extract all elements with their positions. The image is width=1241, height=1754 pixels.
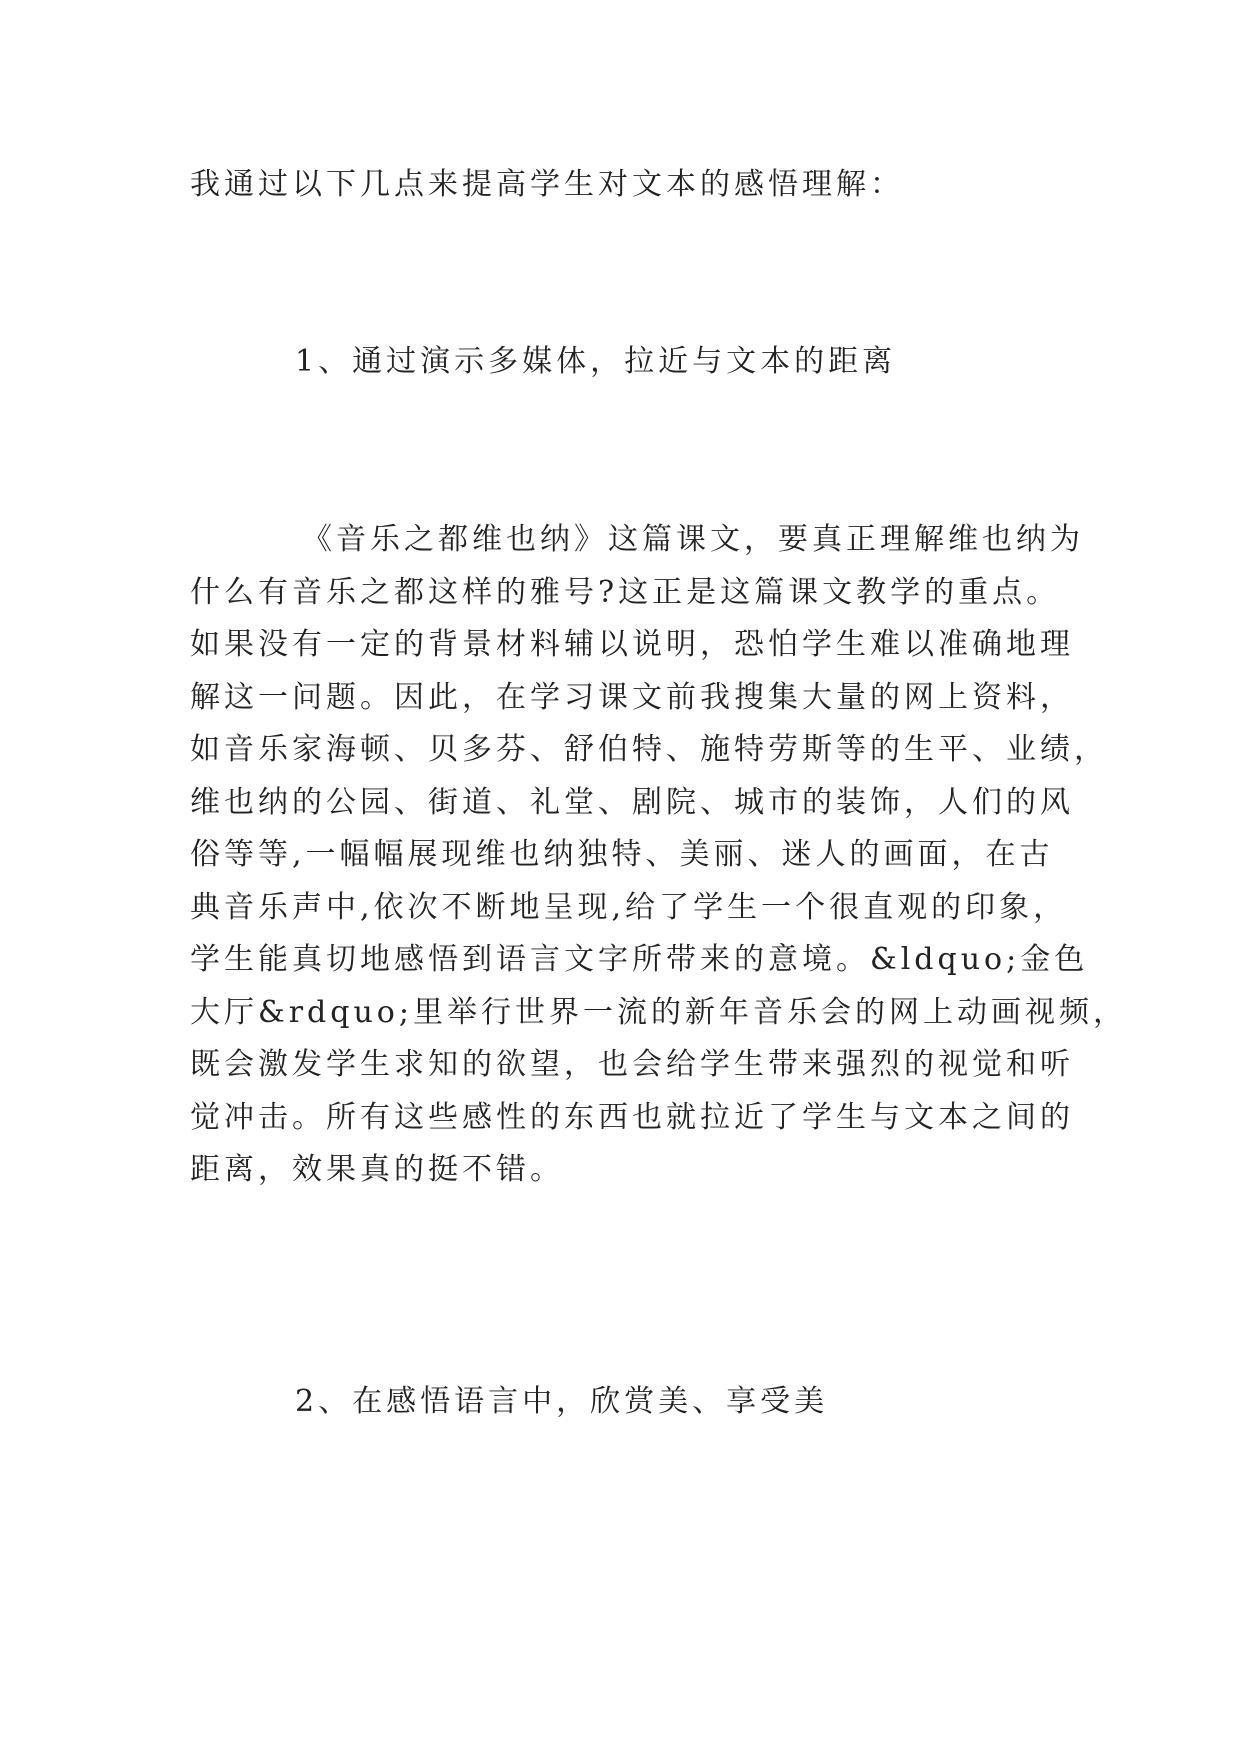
paragraph-line: 俗等等,一幅幅展现维也纳独特、美丽、迷人的画面，在古 (190, 837, 1054, 872)
section-heading-1: 1、通过演示多媒体，拉近与文本的距离 (295, 344, 897, 379)
paragraph-line: 觉冲击。所有这些感性的东西也就拉近了学生与文本之间的 (190, 1099, 1074, 1135)
paragraph-line: 如音乐家海顿、贝多芬、舒伯特、施特劳斯等的生平、业绩， (190, 732, 1108, 767)
paragraph-line: 维也纳的公园、街道、礼堂、剧院、城市的装饰，人们的风 (190, 784, 1074, 820)
intro-text: 我通过以下几点来提高学生对文本的感悟理解： (190, 167, 904, 202)
section-heading-2: 2、在感悟语言中，欣赏美、享受美 (295, 1384, 829, 1419)
paragraph-line: 大厅&rdquo;里举行世界一流的新年音乐会的网上动画视频， (190, 994, 1127, 1030)
paragraph-line: 解这一问题。因此，在学习课文前我搜集大量的网上资料， (190, 679, 1074, 715)
paragraph-line: 距离，效果真的挺不错。 (190, 1152, 564, 1187)
paragraph-line: 既会激发学生求知的欲望，也会给学生带来强烈的视觉和听 (190, 1047, 1074, 1082)
paragraph-line: 学生能真切地感悟到语言文字所带来的意境。&ldquo;金色 (190, 942, 1089, 977)
paragraph-line: 典音乐声中,依次不断地呈现,给了学生一个很直观的印象， (190, 889, 1068, 925)
paragraph-line: 什么有音乐之都这样的雅号?这正是这篇课文教学的重点。 (190, 574, 1061, 610)
paragraph-line: 《音乐之都维也纳》这篇课文，要真正理解维也纳为 (302, 522, 1084, 557)
paragraph-line: 如果没有一定的背景材料辅以说明，恐怕学生难以准确地理 (190, 627, 1074, 662)
body-paragraph (190, 514, 1127, 1197)
